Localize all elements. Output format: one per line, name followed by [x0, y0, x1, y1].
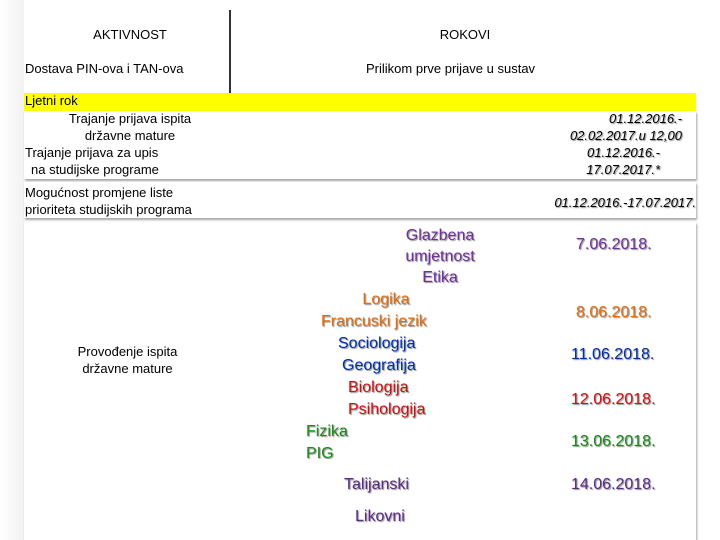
exam-conduct-activity-1: Provođenje ispita — [77, 344, 178, 359]
exam-registration-activity-1: Trajanje prijava ispita — [68, 111, 192, 126]
date-13-06: 13.06.2018. — [571, 433, 656, 450]
subject-etika: Etika — [422, 269, 458, 286]
program-registration-activity-2: na studijske programe — [31, 162, 159, 177]
exam-registration-deadline-2: 02.02.2017.u 12,00 — [569, 128, 682, 143]
subject-psihologija: Psihologija — [348, 401, 426, 418]
section-highlight-bar — [24, 93, 696, 111]
date-14-06: 14.06.2018. — [571, 476, 656, 493]
left-gutter — [0, 0, 24, 540]
priority-activity-2: prioriteta studijskih programa — [25, 202, 192, 217]
date-8-06: 8.06.2018. — [576, 304, 652, 321]
priority-activity-1: Mogućnost promjene liste — [25, 185, 174, 200]
exam-conduct-activity-2: državne mature — [82, 361, 173, 376]
subject-talijanski: Talijanski — [344, 476, 409, 493]
date-11-06: 11.06.2018. — [571, 346, 655, 363]
program-registration-deadline-1: 01.12.2016.- — [586, 145, 660, 160]
subject-likovni: Likovni — [355, 508, 405, 525]
subject-fizika: Fizika — [306, 423, 348, 440]
pin-deadline: Prilikom prve prijave u sustav — [366, 61, 536, 76]
subject-pig: PIG — [306, 445, 334, 462]
subject-sociologija: Sociologija — [338, 335, 416, 352]
pin-activity: Dostava PIN-ova i TAN-ova — [25, 61, 184, 76]
exam-registration-deadline-1: 01.12.2016.- — [608, 111, 682, 126]
subject-logika: Logika — [362, 291, 410, 308]
program-registration-activity-1: Trajanje prijava za upis — [25, 145, 159, 160]
subject-biologija: Biologija — [348, 379, 409, 396]
header-divider — [229, 10, 231, 100]
subject-geografija: Geografija — [342, 357, 416, 374]
section-title: Ljetni rok — [25, 93, 78, 108]
header-deadlines: ROKOVI — [439, 27, 491, 42]
subject-umjetnost: umjetnost — [405, 248, 475, 265]
program-registration-deadline-2: 17.07.2017.* — [586, 162, 660, 177]
date-12-06: 12.06.2018. — [571, 391, 656, 408]
header-activity: AKTIVNOST — [93, 27, 167, 42]
date-7-06: 7.06.2018. — [576, 236, 652, 253]
subject-glazbena: Glazbena — [405, 227, 475, 244]
priority-deadline: 01.12.2016.-17.07.2017. — [554, 195, 696, 210]
subject-francuski: Francuski jezik — [321, 313, 427, 330]
exam-registration-activity-2: državne mature — [84, 128, 176, 143]
